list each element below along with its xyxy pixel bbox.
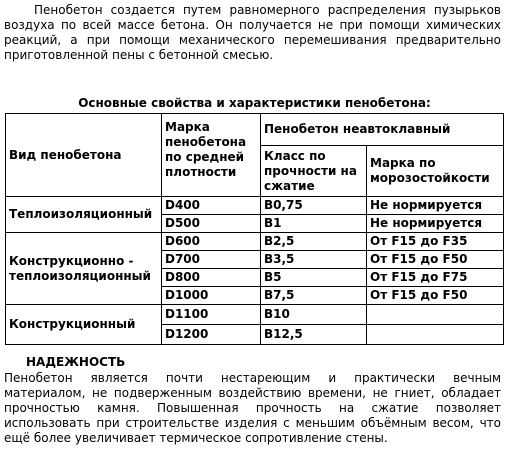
- header-frost-grade: Марка по морозостойкости: [367, 146, 504, 197]
- frost-cell: [367, 305, 504, 325]
- frost-cell: Не нормируется: [367, 215, 504, 233]
- grade-cell: D600: [162, 233, 261, 251]
- table-row: [6, 197, 504, 215]
- header-type: Вид пенобетона: [6, 114, 162, 197]
- properties-table: [5, 113, 504, 345]
- table-row: [6, 305, 504, 325]
- strength-cell: B1: [261, 215, 367, 233]
- type-cell: Теплоизоляционный: [6, 197, 162, 233]
- header-non-autoclave: Пенобетон неавтоклавный: [261, 114, 504, 146]
- reliability-paragraph: Пенобетон является почти нестареющим и практически вечным материалом, не подверженным воздействию времени, не гниет, обладает прочностью камня. Повышенная прочность на сжатие позволяет использовать при строительстве изделия с меньшим объёмным весом, что ещё более увеличивает термическое сопротивление стены.: [4, 371, 501, 445]
- strength-cell: B12,5: [261, 325, 367, 345]
- frost-cell: От F15 до F50: [367, 287, 504, 305]
- strength-cell: B0,75: [261, 197, 367, 215]
- strength-cell: B3,5: [261, 251, 367, 269]
- reliability-heading: НАДЕЖНОСТЬ: [26, 355, 126, 369]
- strength-cell: B7,5: [261, 287, 367, 305]
- table-title: Основные свойства и характеристики пенобетона:: [78, 96, 431, 110]
- strength-cell: B5: [261, 269, 367, 287]
- type-cell: Конструкционно - теплоизоляционный: [6, 233, 162, 305]
- frost-cell: [367, 325, 504, 345]
- frost-cell: От F15 до F75: [367, 269, 504, 287]
- frost-cell: От F15 до F50: [367, 251, 504, 269]
- grade-cell: D700: [162, 251, 261, 269]
- header-density-grade: Марка пенобетона по средней плотности: [162, 114, 261, 197]
- grade-cell: D1200: [162, 325, 261, 345]
- strength-cell: B10: [261, 305, 367, 325]
- table-row: [6, 233, 504, 251]
- type-cell: Конструкционный: [6, 305, 162, 345]
- frost-cell: Не нормируется: [367, 197, 504, 215]
- grade-cell: D400: [162, 197, 261, 215]
- grade-cell: D800: [162, 269, 261, 287]
- strength-cell: B2,5: [261, 233, 367, 251]
- intro-paragraph: Пенобетон создается путем равномерного распределения пузырьков воздуха по всей массе бетона. Он получается не при помощи химических реакций, а при помощи механического перемешивания предварительно приготовленной пены с бетонной смесью.: [4, 3, 501, 62]
- frost-cell: От F15 до F35: [367, 233, 504, 251]
- grade-cell: D500: [162, 215, 261, 233]
- grade-cell: D1000: [162, 287, 261, 305]
- header-strength-class: Класс по прочности на сжатие: [261, 146, 367, 197]
- grade-cell: D1100: [162, 305, 261, 325]
